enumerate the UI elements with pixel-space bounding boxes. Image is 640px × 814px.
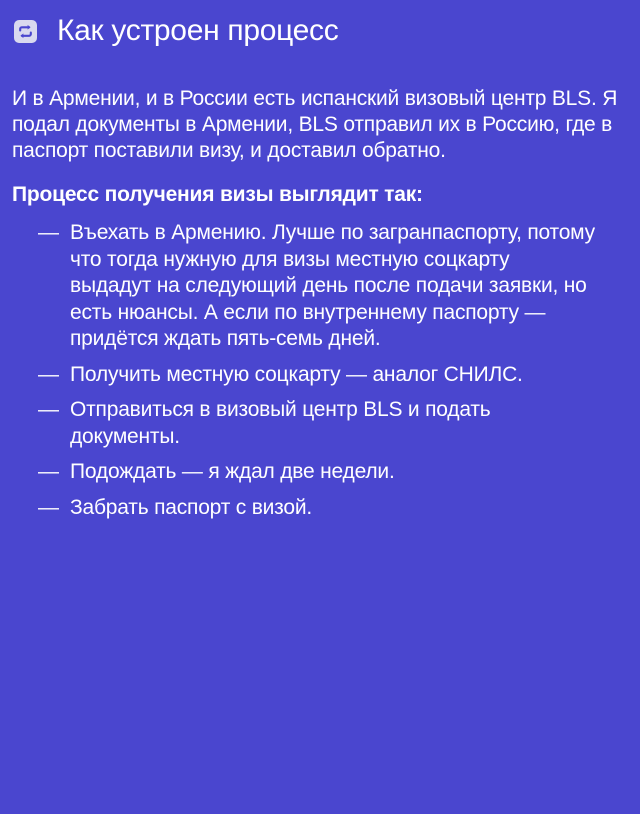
list-dash: —: [38, 460, 59, 483]
repeat-icon: [14, 20, 37, 43]
article-card: [0, 14, 640, 814]
list-item-text: Получить местную соцкарту — аналог СНИЛС.: [70, 362, 523, 386]
list-item: [12, 362, 620, 389]
section-subheading: Процесс получения визы выглядит так:: [12, 183, 423, 206]
header: [12, 14, 620, 48]
list-item-text: Подождать — я ждал две недели.: [70, 460, 395, 483]
steps-list: [12, 220, 620, 521]
list-item: [12, 397, 620, 450]
list-dash: —: [38, 362, 59, 386]
list-item-text: Забрать паспорт с визой.: [70, 495, 313, 519]
list-item: [12, 220, 620, 353]
list-item-text: Въехать в Армению. Лучше по загранпаспорту, потому что тогда нужную для визы местную соцкарту выдадут на следующий день после подачи заявки, но есть нюансы. А если по внутреннему паспорту — придётся ждать пять-семь дней.: [70, 221, 595, 350]
list-item-text: Отправиться в визовый центр BLS и подать документы.: [70, 398, 491, 448]
intro-paragraph: И в Армении, и в России есть испанский визовый центр BLS. Я подал документы в Армении, BLS отправил их в Россию, где в паспорт поставили визу, и доставил обратно.: [12, 87, 618, 162]
list-dash: —: [38, 398, 59, 421]
list-dash: —: [38, 495, 59, 519]
list-item: [12, 459, 620, 486]
list-item: [12, 495, 620, 522]
page-title: Как устроен процесс: [57, 14, 339, 47]
list-dash: —: [38, 221, 59, 244]
